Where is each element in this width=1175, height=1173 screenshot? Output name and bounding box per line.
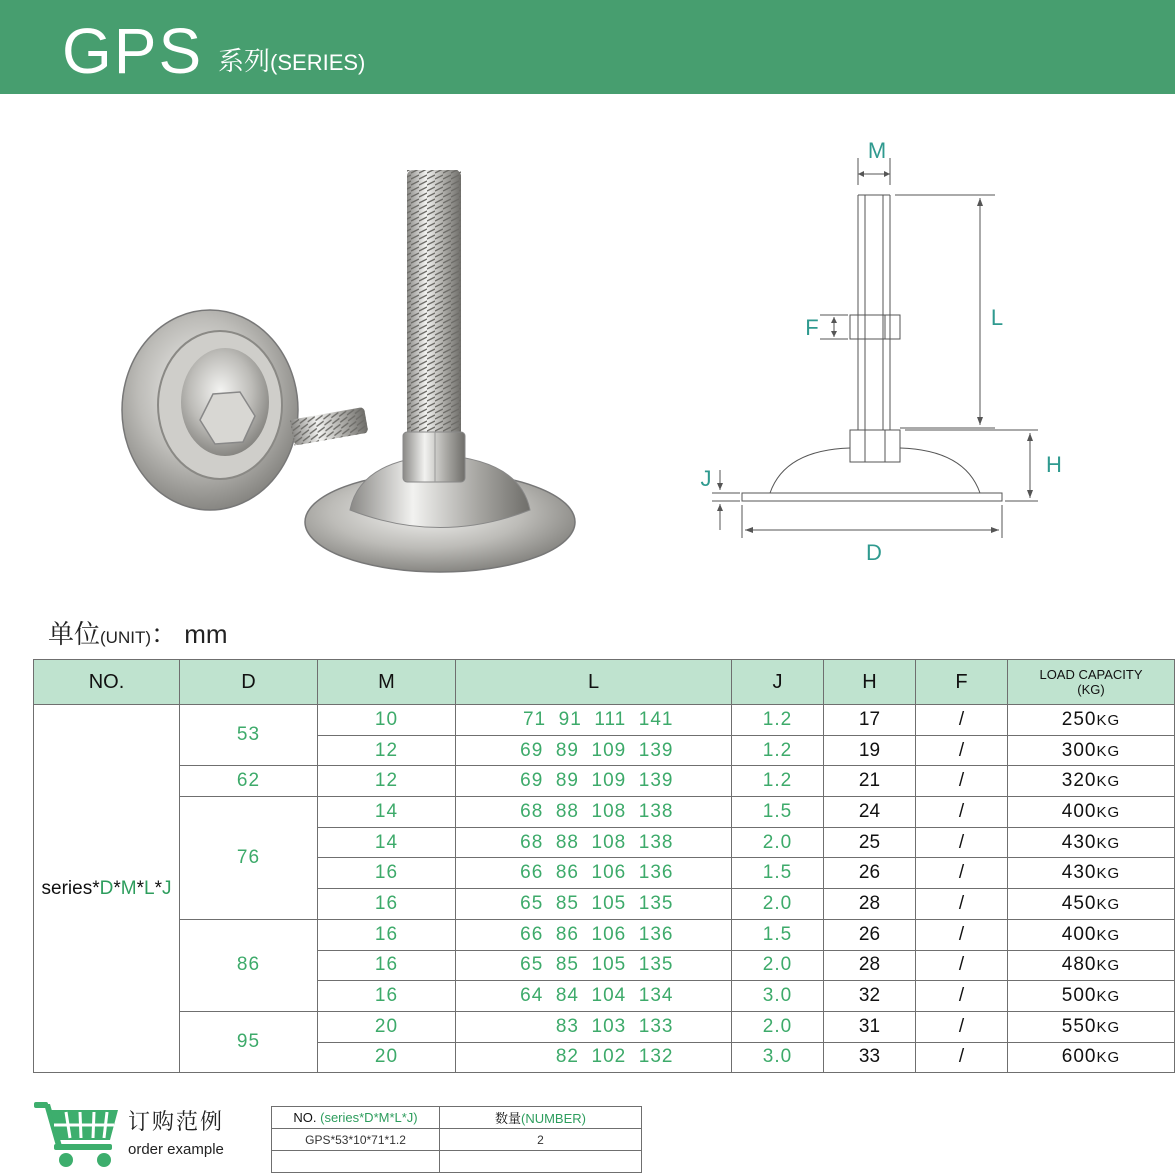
cell-d: 53: [180, 705, 318, 766]
cell-m: 10: [318, 705, 456, 736]
cell-l-values: 82 102 132: [555, 1046, 674, 1068]
cell-h: 33: [824, 1042, 916, 1073]
unit-en: (UNIT): [100, 628, 151, 647]
label-h: H: [1046, 452, 1062, 477]
load-header-line1: LOAD CAPACITY: [1039, 667, 1143, 682]
cell-m: 16: [318, 919, 456, 950]
cell-l-values: 66 86 106 136: [520, 923, 674, 945]
table-header-row: [34, 660, 1175, 705]
cell-j: 2.0: [732, 1011, 824, 1042]
cell-h: 28: [824, 950, 916, 981]
cell-load-unit: KG: [1096, 834, 1121, 852]
table-row: [34, 1011, 1175, 1042]
cell-j: 2.0: [732, 827, 824, 858]
col-header-l: L: [456, 660, 732, 705]
cell-l: [456, 827, 732, 858]
cell-load-value: 400: [1061, 923, 1097, 945]
unit-value: mm: [184, 619, 228, 649]
order-header-row: [272, 1107, 642, 1129]
label-f: F: [805, 315, 819, 340]
series-label-cell: [34, 705, 180, 1073]
cell-d: 62: [180, 766, 318, 797]
cell-load: [1008, 950, 1175, 981]
cell-l: [456, 889, 732, 920]
cell-load: [1008, 919, 1175, 950]
dimension-drawing: [690, 130, 1090, 570]
cell-load-unit: KG: [1096, 1049, 1121, 1067]
order-col-no-format: (series*D*M*L*J): [320, 1110, 418, 1125]
cell-l-values: 66 86 106 136: [520, 862, 674, 884]
col-header-j: J: [732, 660, 824, 705]
cell-j: 1.5: [732, 919, 824, 950]
cell-load-value: 320: [1061, 770, 1097, 792]
order-blank-cell: [440, 1151, 642, 1173]
cell-f: /: [916, 889, 1008, 920]
series-label-sep1: *: [113, 877, 121, 899]
cell-l-values: 83 103 133: [555, 1015, 674, 1037]
series-label-m: M: [120, 877, 137, 899]
cell-load-unit: KG: [1096, 773, 1121, 791]
cell-l: [456, 797, 732, 828]
cell-load: [1008, 1011, 1175, 1042]
cell-load-unit: KG: [1096, 926, 1121, 944]
cell-l: [456, 950, 732, 981]
order-col-qty: [440, 1107, 642, 1129]
series-label-j: J: [161, 877, 172, 899]
cell-l: [456, 1011, 732, 1042]
cell-load-value: 480: [1061, 954, 1097, 976]
cell-h: 28: [824, 889, 916, 920]
cell-h: 25: [824, 827, 916, 858]
cell-load-unit: KG: [1096, 803, 1121, 821]
cell-l: [456, 1042, 732, 1073]
cell-m: 16: [318, 858, 456, 889]
cell-load-value: 500: [1061, 985, 1097, 1007]
cell-load: [1008, 766, 1175, 797]
brand-title: GPS: [62, 15, 204, 87]
cell-f: /: [916, 797, 1008, 828]
order-title-cn: 订购范例: [128, 1109, 225, 1134]
cell-load-value: 550: [1061, 1015, 1097, 1037]
unit-colon: ：: [151, 619, 178, 649]
order-col-no-prefix: NO.: [293, 1110, 317, 1125]
cell-j: 2.0: [732, 889, 824, 920]
cell-f: /: [916, 981, 1008, 1012]
cell-l: [456, 735, 732, 766]
cell-load-value: 400: [1061, 800, 1097, 822]
order-blank-cell: [272, 1151, 440, 1173]
cell-j: 1.2: [732, 766, 824, 797]
order-col-qty-en: (NUMBER): [521, 1111, 586, 1126]
series-label-sep2: *: [136, 877, 144, 899]
cell-load-unit: KG: [1096, 1018, 1121, 1036]
cell-load: [1008, 705, 1175, 736]
cell-load-unit: KG: [1096, 711, 1121, 729]
col-header-h: H: [824, 660, 916, 705]
order-example-qty: 2: [440, 1129, 642, 1151]
cell-load-value: 430: [1061, 862, 1097, 884]
cell-l: [456, 766, 732, 797]
cell-load: [1008, 1042, 1175, 1073]
cell-load-unit: KG: [1096, 742, 1121, 760]
series-label-d: D: [99, 877, 114, 899]
cell-l: [456, 858, 732, 889]
cell-f: /: [916, 1042, 1008, 1073]
table-row: [34, 919, 1175, 950]
series-label-sep3: *: [154, 877, 162, 899]
series-en: (SERIES): [270, 50, 366, 75]
cell-f: /: [916, 735, 1008, 766]
cell-l-values: 64 84 104 134: [520, 985, 674, 1007]
col-header-d: D: [180, 660, 318, 705]
cell-load-value: 300: [1061, 739, 1097, 761]
cell-load-value: 430: [1061, 831, 1097, 853]
cell-f: /: [916, 919, 1008, 950]
series-label-l: L: [143, 877, 155, 899]
cell-load: [1008, 735, 1175, 766]
spec-table: [33, 659, 1175, 1073]
cell-j: 3.0: [732, 981, 824, 1012]
cell-load: [1008, 797, 1175, 828]
cell-j: 3.0: [732, 1042, 824, 1073]
series-cn: 系列: [218, 46, 271, 76]
cell-d: 76: [180, 797, 318, 920]
order-example-row: [272, 1129, 642, 1151]
col-header-m: M: [318, 660, 456, 705]
cell-h: 24: [824, 797, 916, 828]
cell-load-value: 600: [1061, 1046, 1097, 1068]
order-blank-row: [272, 1151, 642, 1173]
cell-load: [1008, 858, 1175, 889]
load-header-line2: (KG): [1077, 682, 1105, 697]
order-example-table: [271, 1106, 642, 1173]
header-banner: [0, 0, 1175, 94]
cell-load: [1008, 981, 1175, 1012]
label-d: D: [866, 540, 882, 565]
order-col-no: [272, 1107, 440, 1129]
cell-l-values: 65 85 105 135: [520, 954, 674, 976]
cell-f: /: [916, 1011, 1008, 1042]
cell-l-values: 69 89 109 139: [520, 770, 674, 792]
cell-f: /: [916, 858, 1008, 889]
cell-d: 95: [180, 1011, 318, 1072]
order-example-no: GPS*53*10*71*1.2: [272, 1129, 440, 1151]
cell-d: 86: [180, 919, 318, 1011]
cell-f: /: [916, 950, 1008, 981]
cell-m: 14: [318, 827, 456, 858]
cell-m: 16: [318, 981, 456, 1012]
cell-m: 16: [318, 950, 456, 981]
cell-load-value: 450: [1061, 892, 1097, 914]
cell-h: 31: [824, 1011, 916, 1042]
cell-j: 1.5: [732, 858, 824, 889]
product-photo: [115, 150, 585, 580]
cell-m: 20: [318, 1042, 456, 1073]
unit-cn: 单位: [48, 619, 101, 649]
cell-l-values: 65 85 105 135: [520, 892, 674, 914]
cell-load-value: 250: [1061, 708, 1097, 730]
table-row: [34, 705, 1175, 736]
cell-l: [456, 981, 732, 1012]
col-header-f: F: [916, 660, 1008, 705]
table-row: [34, 766, 1175, 797]
cell-f: /: [916, 705, 1008, 736]
cell-h: 21: [824, 766, 916, 797]
cell-l-values: 71 91 111 141: [522, 708, 674, 730]
cell-j: 2.0: [732, 950, 824, 981]
cell-load: [1008, 889, 1175, 920]
cell-h: 26: [824, 919, 916, 950]
cell-l-values: 68 88 108 138: [520, 800, 674, 822]
order-title-en: order example: [128, 1141, 224, 1158]
label-j: J: [700, 466, 712, 491]
cell-m: 12: [318, 766, 456, 797]
series-label-prefix: series*: [41, 877, 100, 899]
col-header-no: NO.: [34, 660, 180, 705]
cell-load-unit: KG: [1096, 895, 1121, 913]
cell-l-values: 69 89 109 139: [520, 739, 674, 761]
cell-f: /: [916, 766, 1008, 797]
order-col-qty-cn: 数量: [494, 1111, 521, 1126]
cell-j: 1.2: [732, 735, 824, 766]
cell-m: 16: [318, 889, 456, 920]
cell-j: 1.2: [732, 705, 824, 736]
col-header-load: [1008, 660, 1175, 705]
cell-load: [1008, 827, 1175, 858]
series-title: [218, 46, 365, 78]
label-l: L: [990, 305, 1004, 330]
cell-m: 12: [318, 735, 456, 766]
cell-h: 19: [824, 735, 916, 766]
cell-l: [456, 919, 732, 950]
cell-load-unit: KG: [1096, 957, 1121, 975]
cell-h: 32: [824, 981, 916, 1012]
cell-h: 26: [824, 858, 916, 889]
spec-table-body: [34, 705, 1175, 1073]
cell-f: /: [916, 827, 1008, 858]
cell-l: [456, 705, 732, 736]
unit-line: [48, 617, 228, 655]
cell-m: 20: [318, 1011, 456, 1042]
cell-h: 17: [824, 705, 916, 736]
cell-j: 1.5: [732, 797, 824, 828]
cell-load-unit: KG: [1096, 865, 1121, 883]
cart-icon: [34, 1100, 124, 1170]
label-m: M: [867, 138, 887, 163]
cell-load-unit: KG: [1096, 988, 1121, 1006]
table-row: [34, 797, 1175, 828]
cell-l-values: 68 88 108 138: [520, 831, 674, 853]
cell-m: 14: [318, 797, 456, 828]
